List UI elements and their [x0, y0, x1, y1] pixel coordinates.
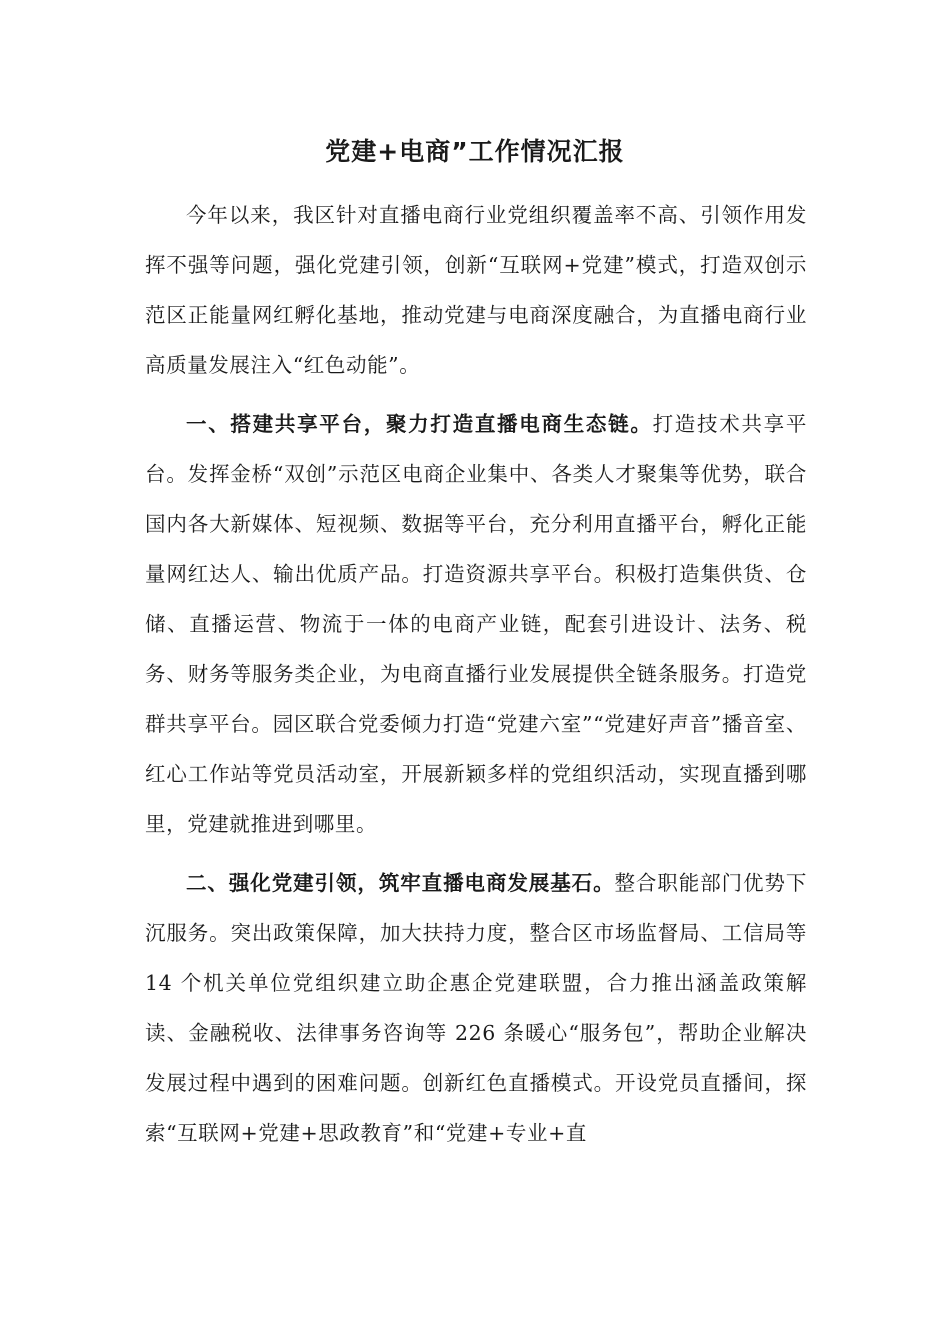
- document-title: 党建+电商”工作情况汇报: [325, 137, 625, 166]
- document-body: [145, 190, 807, 1158]
- paragraph-text: 打造技术共享平台。发挥金桥“双创”示范区电商企业集中、各类人才聚集等优势，联合国内各大新媒体、短视频、数据等平台，充分利用直播平台，孵化正能量网红达人、输出优质产品。打造资源共享平台。积极打造集供货、仓储、直播运营、物流于一体的电商产业链，配套引进设计、法务、税务、财务等服务类企业，为电商直播行业发展提供全链条服务。打造党群共享平台。园区联合党委倾力打造“党建六室”“党建好声音”播音室、红心工作站等党员活动室，开展新颖多样的党组织活动，实现直播到哪里，党建就推进到哪里。: [145, 412, 807, 836]
- paragraph-section-2: [145, 858, 807, 1158]
- paragraph-text: 今年以来，我区针对直播电商行业党组织覆盖率不高、引领作用发挥不强等问题，强化党建引领，创新“互联网+党建”模式，打造双创示范区正能量网红孵化基地，推动党建与电商深度融合，为直播电商行业高质量发展注入“红色动能”。: [145, 203, 807, 377]
- paragraph-section-1: [145, 399, 807, 849]
- paragraph-intro: [145, 190, 807, 390]
- section-heading: 二、强化党建引领，筑牢直播电商发展基石。: [186, 871, 615, 895]
- paragraph-text: 整合职能部门优势下沉服务。突出政策保障，加大扶持力度，整合区市场监督局、工信局等 14 个机关单位党组织建立助企惠企党建联盟，合力推出涵盖政策解读、金融税收、法律事务咨询等 226 条暖心“服务包”，帮助企业解决发展过程中遇到的困难问题。创新红色直播模式。开设党员直播间，探索“互联网+党建+思政教育”和“党建+专业+直: [145, 871, 807, 1145]
- section-heading: 一、搭建共享平台，聚力打造直播电商生态链。: [186, 412, 653, 436]
